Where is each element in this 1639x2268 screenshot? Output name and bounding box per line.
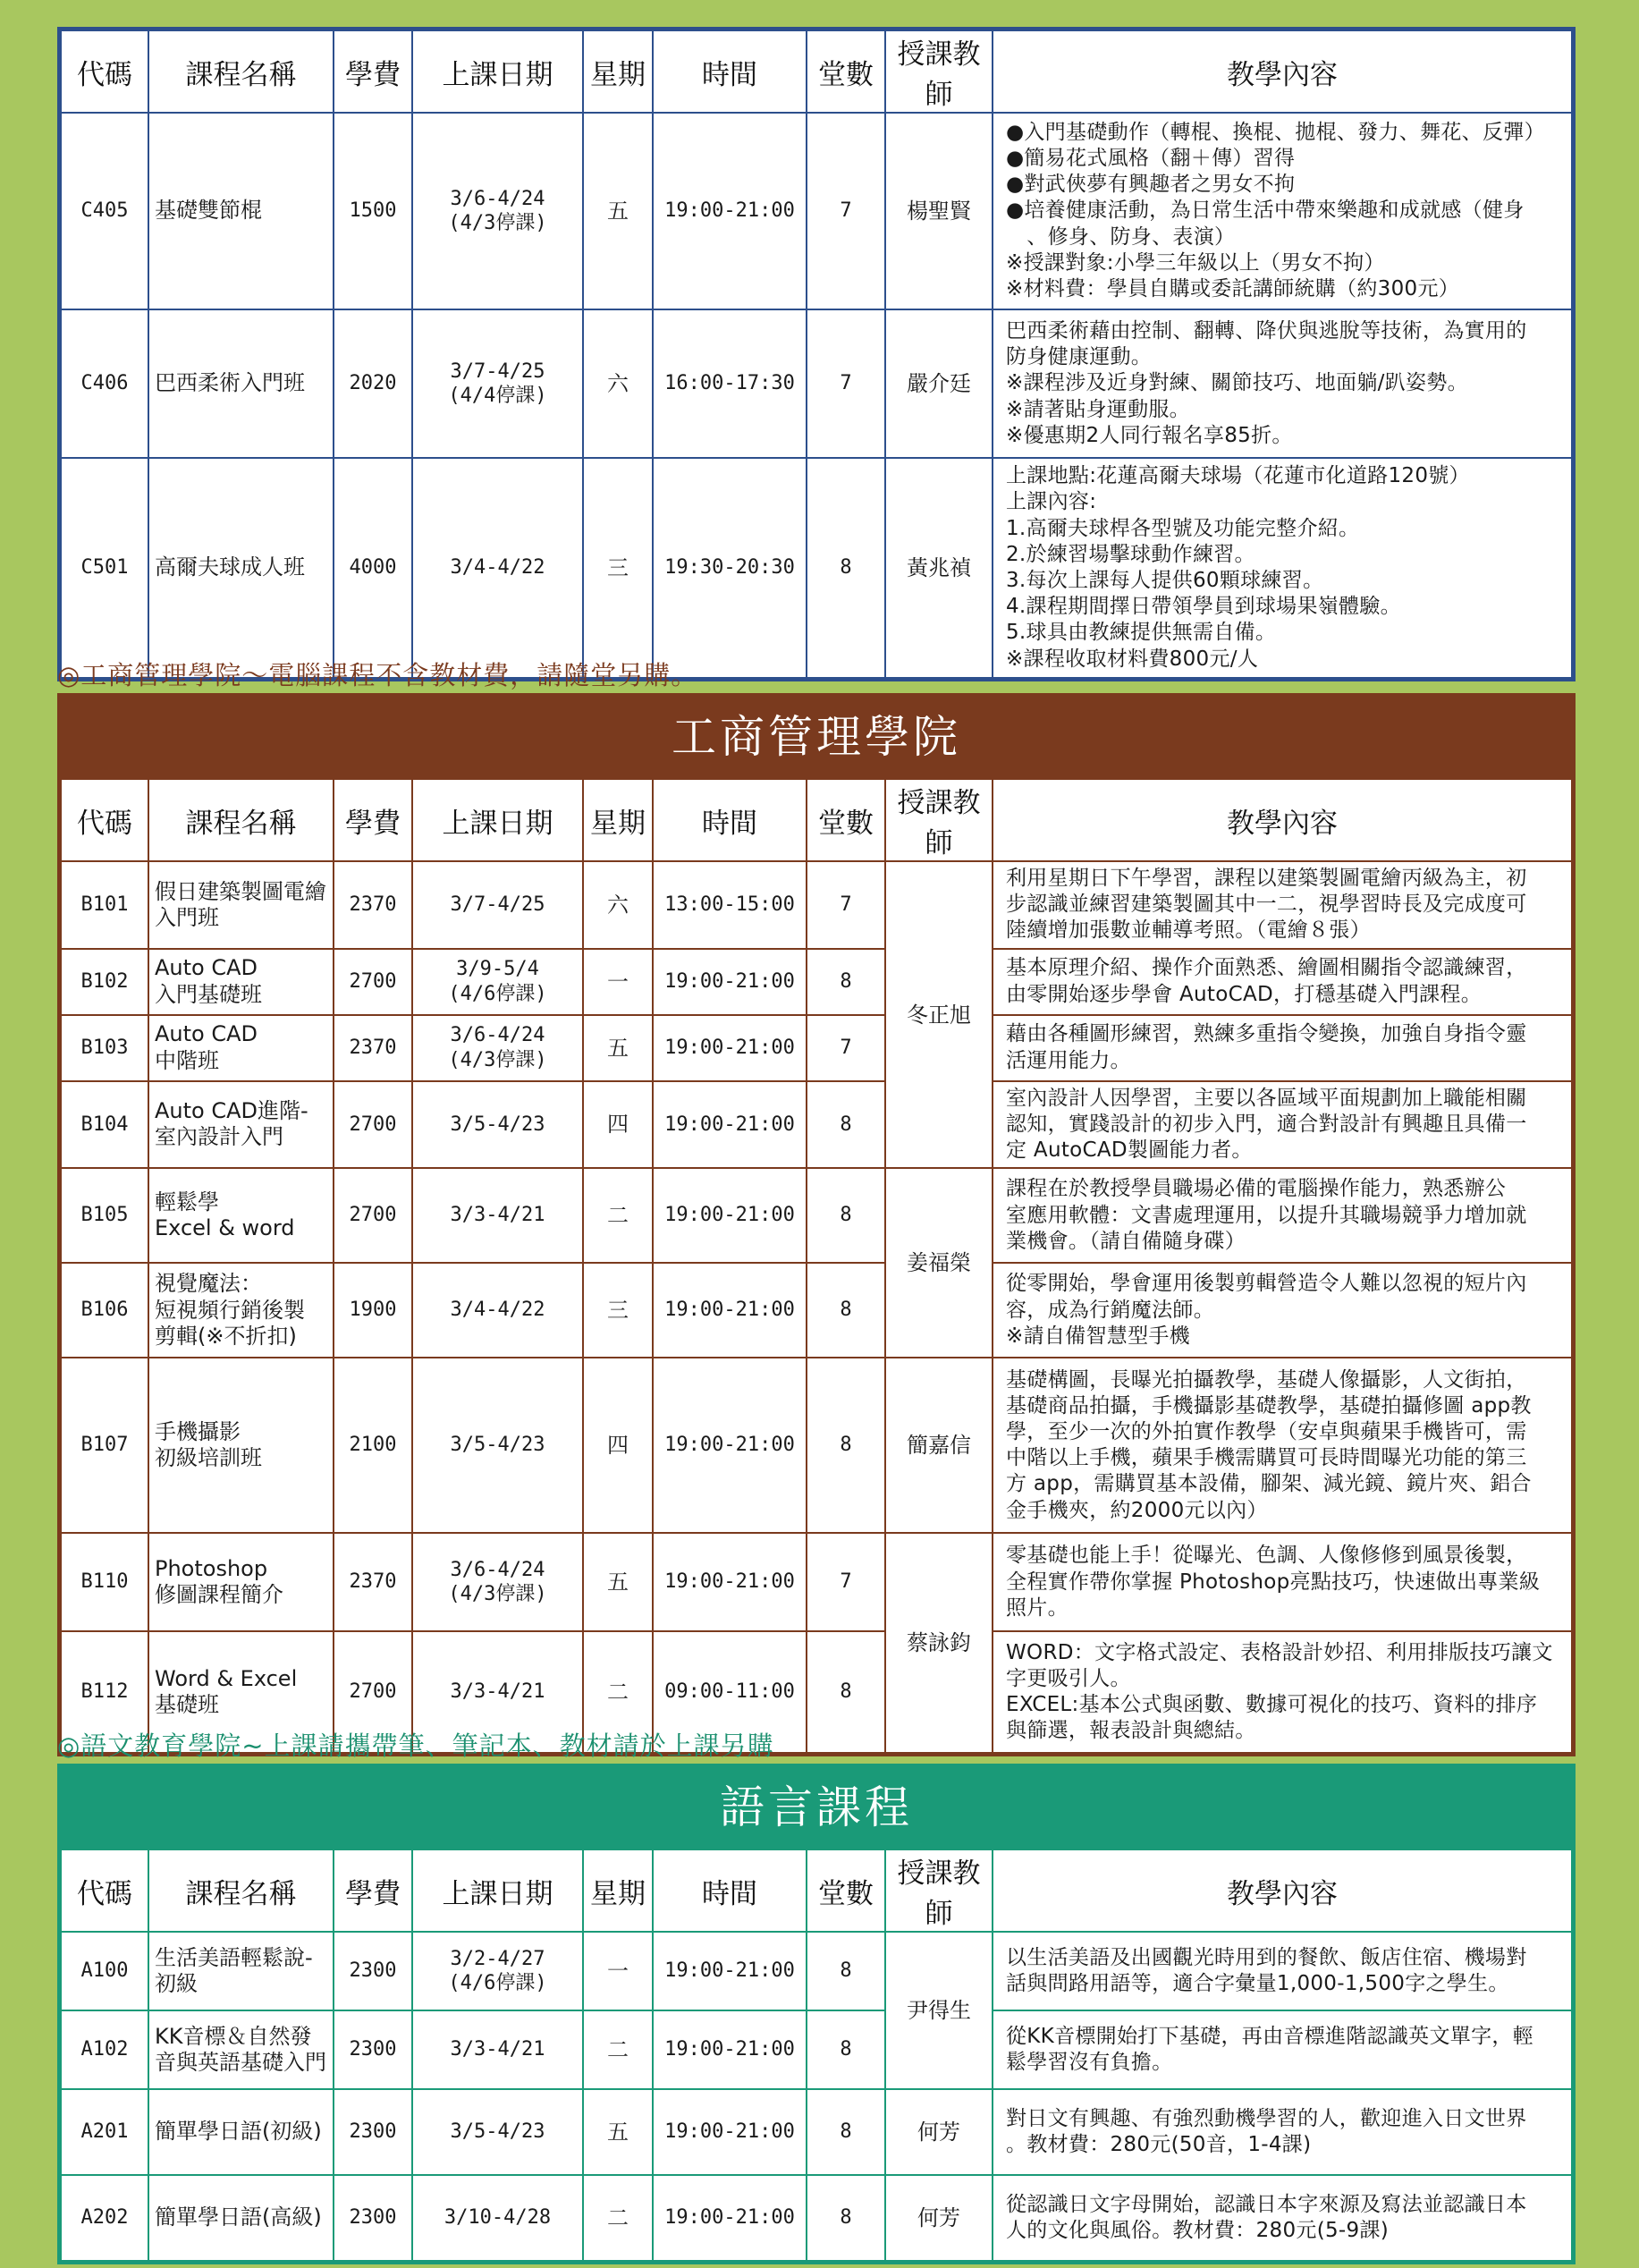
header-fee: 學費 (334, 779, 412, 861)
course-count: 7 (807, 113, 885, 309)
course-code: A201 (61, 2089, 148, 2175)
course-day: 一 (583, 949, 653, 1015)
text-line: 學，至少一次的外拍實作教學（安卓與蘋果手機皆可，需 (1006, 1420, 1527, 1444)
header-count: 堂數 (807, 30, 885, 113)
course-name (148, 2089, 334, 2175)
course-fee: 2700 (334, 1168, 412, 1263)
course-fee: 2370 (334, 1015, 412, 1081)
text-line: 室應用軟體：文書處理運用，以提升其職場競爭力增加就 (1006, 1203, 1527, 1227)
text-line: ●簡易花式風格（翻＋傳）習得 (1006, 146, 1296, 170)
text-line: ●入門基礎動作（轉棍、換棍、拋棍、發力、舞花、反彈） (1006, 120, 1545, 144)
text-line: 3/9-5/4 (456, 958, 539, 981)
course-count: 8 (807, 1263, 885, 1358)
course-teacher: 黃兆禎 (885, 458, 993, 678)
course-day: 二 (583, 1168, 653, 1263)
biz-section-title: 工商管理學院 (60, 696, 1573, 778)
course-time: 19:00-21:00 (653, 949, 807, 1015)
text-line: 中階班 (155, 1047, 219, 1073)
header-time: 時間 (653, 1849, 807, 1932)
course-description (993, 309, 1572, 458)
course-date (412, 113, 583, 309)
table-row (61, 309, 1572, 458)
text-line: ※請自備智慧型手機 (1006, 1324, 1190, 1348)
course-time: 19:00-21:00 (653, 1015, 807, 1081)
course-code: B112 (61, 1631, 148, 1753)
course-code: A100 (61, 1932, 148, 2010)
text-line: 字更吸引人。 (1006, 1667, 1131, 1691)
course-fee: 2020 (334, 309, 412, 458)
course-day: 二 (583, 2010, 653, 2089)
course-day: 五 (583, 113, 653, 309)
course-name (148, 1081, 334, 1169)
text-line: 短視頻行銷後製 (155, 1297, 305, 1323)
course-description (993, 113, 1572, 309)
course-fee: 1900 (334, 1263, 412, 1358)
course-code: B107 (61, 1358, 148, 1533)
table-row (61, 2175, 1572, 2261)
course-description (993, 1015, 1572, 1081)
table-row (61, 113, 1572, 309)
course-count: 7 (807, 309, 885, 458)
course-day: 三 (583, 1263, 653, 1358)
course-teacher: 姜福榮 (885, 1168, 993, 1358)
text-line: ※課程涉及近身對練、關節技巧、地面躺/趴姿勢。 (1006, 371, 1468, 395)
text-line: 與篩選，報表設計與總結。 (1006, 1719, 1256, 1743)
course-description (993, 1932, 1572, 2010)
course-day: 二 (583, 1631, 653, 1753)
course-date (412, 2175, 583, 2261)
header-count: 堂數 (807, 1849, 885, 1932)
table-row (61, 1015, 1572, 1081)
header-date: 上課日期 (412, 1849, 583, 1932)
course-name: 巴西柔術入門班 (148, 309, 334, 458)
table-row (61, 1533, 1572, 1631)
course-teacher: 尹得生 (885, 1932, 993, 2089)
text-line: 人的文化與風俗。教材費：280元(5-9課) (1006, 2219, 1390, 2242)
course-count: 8 (807, 1168, 885, 1263)
text-line: 巴西柔術藉由控制、翻轉、降伏與逃脫等技術，為實用的 (1006, 318, 1527, 343)
header-time: 時間 (653, 779, 807, 861)
course-code: C501 (61, 458, 148, 678)
text-line: 3/3-4/21 (450, 2038, 545, 2061)
text-line: 初級 (155, 1971, 198, 1996)
lang-section-title: 語言課程 (60, 1766, 1573, 1849)
text-line: 上課內容: (1006, 490, 1097, 514)
text-line: 室內設計入門 (155, 1124, 283, 1150)
course-name (148, 861, 334, 949)
table-header-row (61, 1849, 1572, 1932)
text-line: 3/5-4/23 (450, 1434, 545, 1457)
table-row (61, 1932, 1572, 2010)
course-time: 13:00-15:00 (653, 861, 807, 949)
text-line: 3/2-4/27 (450, 1947, 545, 1970)
text-line: ※課程收取材料費800元/人 (1006, 647, 1259, 671)
course-date (412, 1932, 583, 2010)
text-line: 防身健康運動。 (1006, 345, 1153, 369)
course-code: B105 (61, 1168, 148, 1263)
text-line: (4/3停課) (448, 212, 547, 234)
course-code: B103 (61, 1015, 148, 1081)
header-teacher: 授課教師 (885, 30, 993, 113)
course-code: B110 (61, 1533, 148, 1631)
course-time: 19:00-21:00 (653, 2089, 807, 2175)
table-row (61, 1081, 1572, 1169)
course-day: 五 (583, 2089, 653, 2175)
table-row (61, 2010, 1572, 2089)
course-teacher: 嚴介廷 (885, 309, 993, 458)
course-description (993, 861, 1572, 949)
header-fee: 學費 (334, 30, 412, 113)
course-fee: 2370 (334, 861, 412, 949)
header-name: 課程名稱 (148, 30, 334, 113)
course-teacher: 楊聖賢 (885, 113, 993, 309)
header-date: 上課日期 (412, 30, 583, 113)
biz-section-note: ◎工商管理學院～電腦課程不含教材費，請隨堂另購。 (57, 660, 698, 690)
header-count: 堂數 (807, 779, 885, 861)
course-name (148, 2175, 334, 2261)
text-line: 假日建築製圖電繪 (155, 878, 326, 904)
text-line: 基礎構圖，長曝光拍攝教學，基礎人像攝影，人文街拍， (1006, 1367, 1527, 1392)
text-line: Word & Excel (155, 1665, 298, 1691)
course-time: 19:00-21:00 (653, 1533, 807, 1631)
header-time: 時間 (653, 30, 807, 113)
text-line: Excel & word (155, 1215, 295, 1241)
text-line: 認知，實踐設計的初步入門，適合對設計有興趣且具備一 (1006, 1112, 1527, 1136)
course-code: A202 (61, 2175, 148, 2261)
course-date (412, 2089, 583, 2175)
table-header-row (61, 30, 1572, 113)
text-line: ※請著貼身運動服。 (1006, 397, 1190, 421)
course-count: 8 (807, 1631, 885, 1753)
text-line: (4/4停課) (448, 385, 547, 407)
text-line: 剪輯(※不折扣) (155, 1323, 297, 1349)
text-line: 3.每次上課每人提供60顆球練習。 (1006, 569, 1324, 592)
text-line: 、修身、防身、表演） (1006, 224, 1236, 249)
table-row (61, 861, 1572, 949)
course-description (993, 458, 1572, 678)
text-line: 3/10-4/28 (444, 2206, 552, 2230)
course-time: 19:00-21:00 (653, 2010, 807, 2089)
course-time: 19:00-21:00 (653, 1263, 807, 1358)
course-name (148, 1263, 334, 1358)
course-time: 09:00-11:00 (653, 1631, 807, 1753)
course-description (993, 2010, 1572, 2089)
text-line: Photoshop (155, 1555, 268, 1581)
course-description (993, 1081, 1572, 1169)
lang-section-note: ◎語文教育學院~上課請攜帶筆、筆記本、教材請於上課另購 (57, 1731, 774, 1761)
text-line: ※授課對象:小學三年級以上（男女不拘） (1006, 250, 1385, 275)
text-line: 簡單學日語(初級) (155, 2119, 322, 2145)
course-fee: 2300 (334, 2089, 412, 2175)
course-time: 19:00-21:00 (653, 1168, 807, 1263)
course-date (412, 949, 583, 1015)
course-day: 一 (583, 1932, 653, 2010)
course-fee: 2700 (334, 1081, 412, 1169)
text-line: 步認識並練習建築製圖其中一二，視學習時長及完成度可 (1006, 893, 1527, 917)
course-date (412, 1015, 583, 1081)
text-line: ●對武俠夢有興趣者之男女不拘 (1006, 173, 1296, 197)
course-count: 7 (807, 1015, 885, 1081)
text-line: 基礎班 (155, 1692, 219, 1718)
text-line: 入門班 (155, 904, 219, 930)
text-line: EXCEL:基本公式與函數、數據可視化的技巧、資料的排序 (1006, 1693, 1538, 1717)
header-teacher: 授課教師 (885, 779, 993, 861)
text-line: 方 app，需購買基本設備，腳架、減光鏡、鏡片夾、鋁合 (1006, 1472, 1532, 1496)
course-code: B101 (61, 861, 148, 949)
header-code: 代碼 (61, 1849, 148, 1932)
course-description (993, 1358, 1572, 1533)
text-line: 音與英語基礎入門 (155, 2050, 326, 2075)
course-day: 五 (583, 1533, 653, 1631)
course-count: 8 (807, 2010, 885, 2089)
course-code: C405 (61, 113, 148, 309)
text-line: 3/4-4/22 (450, 556, 545, 580)
course-date (412, 1358, 583, 1533)
course-time: 19:00-21:00 (653, 1932, 807, 2010)
text-line: 手機攝影 (155, 1418, 241, 1444)
course-count: 8 (807, 2175, 885, 2261)
text-line: 基本原理介紹、操作介面熟悉、繪圖相關指令認識練習， (1006, 956, 1527, 980)
header-name: 課程名稱 (148, 1849, 334, 1932)
text-line: Auto CAD (155, 1021, 258, 1047)
course-day: 四 (583, 1081, 653, 1169)
text-line: 輕鬆學 (155, 1189, 219, 1214)
text-line: Auto CAD進階- (155, 1098, 308, 1124)
course-teacher: 蔡詠鈞 (885, 1533, 993, 1753)
course-day: 五 (583, 1015, 653, 1081)
course-description (993, 1263, 1572, 1358)
course-name (148, 949, 334, 1015)
course-count: 8 (807, 458, 885, 678)
text-line: 4.課程期間擇日帶領學員到球場果嶺體驗。 (1006, 595, 1401, 619)
course-description (993, 2175, 1572, 2261)
header-content: 教學內容 (993, 779, 1572, 861)
course-time: 19:30-20:30 (653, 458, 807, 678)
text-line: 基礎商品拍攝，手機攝影基礎教學，基礎拍攝修圖 app教 (1006, 1393, 1532, 1418)
course-date (412, 309, 583, 458)
table-row (61, 1263, 1572, 1358)
text-line: KK音標＆自然發 (155, 2023, 312, 2049)
table-header-row (61, 779, 1572, 861)
text-line: WORD：文字格式設定、表格設計妙招、利用排版技巧讓文 (1006, 1640, 1553, 1664)
text-line: 業機會。（請自備隨身碟） (1006, 1229, 1246, 1253)
course-date (412, 2010, 583, 2089)
lang-course-table (57, 1764, 1576, 2264)
course-code: B104 (61, 1081, 148, 1169)
text-line: 1.高爾夫球桿各型號及功能完整介紹。 (1006, 516, 1360, 540)
text-line: 3/6-4/24 (450, 1558, 545, 1581)
text-line: ※優惠期2人同行報名享85折。 (1006, 423, 1293, 447)
header-name: 課程名稱 (148, 779, 334, 861)
course-day: 六 (583, 309, 653, 458)
text-line: 對日文有興趣、有強烈動機學習的人，歡迎進入日文世界 (1006, 2106, 1527, 2130)
course-fee: 2100 (334, 1358, 412, 1533)
table-row (61, 1168, 1572, 1263)
course-name: 高爾夫球成人班 (148, 458, 334, 678)
text-line: 從認識日文字母開始，認識日本字來源及寫法並認識日本 (1006, 2192, 1527, 2216)
sports-course-table (57, 27, 1576, 681)
course-name (148, 2010, 334, 2089)
text-line: 視覺魔法： (155, 1271, 262, 1297)
course-time: 16:00-17:30 (653, 309, 807, 458)
text-line: (4/3停課) (448, 1048, 547, 1071)
text-line: 3/3-4/21 (450, 1204, 545, 1227)
course-description (993, 1533, 1572, 1631)
text-line: 以生活美語及出國觀光時用到的餐飲、飯店住宿、機場對 (1006, 1945, 1527, 1969)
course-day: 六 (583, 861, 653, 949)
text-line: 3/5-4/23 (450, 1113, 545, 1136)
course-count: 8 (807, 1358, 885, 1533)
text-line: 話與問路用語等，適合字彙量1,000-1,500字之學生。 (1006, 1972, 1509, 1995)
text-line: 入門基礎班 (155, 981, 262, 1007)
course-time: 19:00-21:00 (653, 113, 807, 309)
text-line: 容，成為行銷魔法師。 (1006, 1298, 1214, 1322)
course-name (148, 1533, 334, 1631)
text-line: 陸續增加張數並輔導考照。（電繪８張） (1006, 918, 1371, 943)
course-fee: 2370 (334, 1533, 412, 1631)
header-code: 代碼 (61, 779, 148, 861)
course-description (993, 2089, 1572, 2175)
text-line: 上課地點:花蓮高爾夫球場（花蓮市化道路120號） (1006, 464, 1470, 488)
text-line: 生活美語輕鬆說- (155, 1944, 313, 1970)
header-day: 星期 (583, 1849, 653, 1932)
table-row (61, 2089, 1572, 2175)
course-date (412, 458, 583, 678)
text-line: 3/5-4/23 (450, 2120, 545, 2144)
course-count: 8 (807, 1932, 885, 2010)
text-line: 5.球具由教練提供無需自備。 (1006, 621, 1277, 645)
biz-course-table (57, 693, 1576, 1756)
course-fee: 2700 (334, 949, 412, 1015)
header-content: 教學內容 (993, 30, 1572, 113)
text-line: 2.於練習場擊球動作練習。 (1006, 542, 1255, 566)
text-line: 室內設計人因學習，主要以各區域平面規劃加上職能相關 (1006, 1086, 1527, 1110)
text-line: ●培養健康活動，為日常生活中帶來樂趣和成就感（健身 (1006, 199, 1525, 223)
course-code: B106 (61, 1263, 148, 1358)
text-line: ※材料費：學員自購或委託講師統購（約300元） (1006, 277, 1460, 300)
text-line: 3/6-4/24 (450, 1024, 545, 1047)
course-fee: 2300 (334, 2010, 412, 2089)
text-line: 從KK音標開始打下基礎，再由音標進階認識英文單字，輕 (1006, 2024, 1533, 2048)
course-name (148, 1015, 334, 1081)
course-fee: 2300 (334, 1932, 412, 2010)
course-date (412, 1168, 583, 1263)
text-line: 。教材費：280元(50音，1-4課) (1006, 2133, 1312, 2156)
course-day: 四 (583, 1358, 653, 1533)
course-teacher: 冬正旭 (885, 861, 993, 1168)
text-line: 修圖課程簡介 (155, 1582, 283, 1608)
course-time: 19:00-21:00 (653, 2175, 807, 2261)
header-date: 上課日期 (412, 779, 583, 861)
text-line: 金手機夾，約2000元以內） (1006, 1498, 1268, 1522)
course-description (993, 1168, 1572, 1263)
header-day: 星期 (583, 30, 653, 113)
header-day: 星期 (583, 779, 653, 861)
course-name (148, 1168, 334, 1263)
course-fee: 1500 (334, 113, 412, 309)
course-count: 7 (807, 1533, 885, 1631)
course-count: 8 (807, 949, 885, 1015)
course-date (412, 1081, 583, 1169)
course-code: C406 (61, 309, 148, 458)
course-fee: 2300 (334, 2175, 412, 2261)
text-line: 課程在於教授學員職場必備的電腦操作能力，熟悉辦公 (1006, 1177, 1507, 1201)
table-row (61, 1358, 1572, 1533)
course-date (412, 861, 583, 949)
text-line: 活運用能力。 (1006, 1048, 1131, 1072)
text-line: 鬆學習沒有負擔。 (1006, 2051, 1173, 2074)
course-teacher: 何芳 (885, 2089, 993, 2175)
course-fee: 4000 (334, 458, 412, 678)
text-line: 利用星期日下午學習，課程以建築製圖電繪丙級為主，初 (1006, 867, 1527, 890)
text-line: Auto CAD (155, 955, 258, 981)
course-day: 三 (583, 458, 653, 678)
text-line: 全程實作帶你掌握 Photoshop亮點技巧，快速做出專業級 (1006, 1570, 1541, 1594)
course-time: 19:00-21:00 (653, 1358, 807, 1533)
text-line: 初級培訓班 (155, 1445, 262, 1471)
course-date (412, 1263, 583, 1358)
course-day: 二 (583, 2175, 653, 2261)
text-line: (4/3停課) (448, 1583, 547, 1606)
header-fee: 學費 (334, 1849, 412, 1932)
course-name (148, 1932, 334, 2010)
course-teacher: 簡嘉信 (885, 1358, 993, 1533)
course-code: B102 (61, 949, 148, 1015)
course-description (993, 949, 1572, 1015)
header-content: 教學內容 (993, 1849, 1572, 1932)
text-line: 藉由各種圖形練習，熟練多重指令變換，加強自身指令靈 (1006, 1022, 1527, 1046)
course-description (993, 1631, 1572, 1753)
course-count: 8 (807, 2089, 885, 2175)
text-line: 3/4-4/22 (450, 1299, 545, 1322)
text-line: 從零開始，學會運用後製剪輯營造令人難以忽視的短片內 (1006, 1272, 1527, 1296)
text-line: 簡單學日語(高級) (155, 2205, 322, 2230)
text-line: 3/7-4/25 (450, 360, 545, 383)
course-fee: 2700 (334, 1631, 412, 1753)
course-count: 7 (807, 861, 885, 949)
text-line: 3/6-4/24 (450, 187, 545, 210)
text-line: 定 AutoCAD製圖能力者。 (1006, 1138, 1253, 1163)
course-date (412, 1533, 583, 1631)
text-line: (4/6停課) (448, 982, 547, 1005)
text-line: 零基礎也能上手！從曝光、色調、人像修修到風景後製， (1006, 1544, 1527, 1568)
table-row (61, 458, 1572, 678)
header-code: 代碼 (61, 30, 148, 113)
course-name: 基礎雙節棍 (148, 113, 334, 309)
text-line: 3/3-4/21 (450, 1680, 545, 1704)
text-line: 中階以上手機，蘋果手機需購買可長時間曝光功能的第三 (1006, 1446, 1527, 1470)
course-count: 8 (807, 1081, 885, 1169)
course-time: 19:00-21:00 (653, 1081, 807, 1169)
course-name (148, 1358, 334, 1533)
text-line: 由零開始逐步學會 AutoCAD，打穩基礎入門課程。 (1006, 982, 1483, 1006)
text-line: 3/7-4/25 (450, 893, 545, 917)
text-line: 照片。 (1006, 1595, 1069, 1620)
table-row (61, 949, 1572, 1015)
text-line: (4/6停課) (448, 1972, 547, 1994)
course-code: A102 (61, 2010, 148, 2089)
course-teacher: 何芳 (885, 2175, 993, 2261)
header-teacher: 授課教師 (885, 1849, 993, 1932)
